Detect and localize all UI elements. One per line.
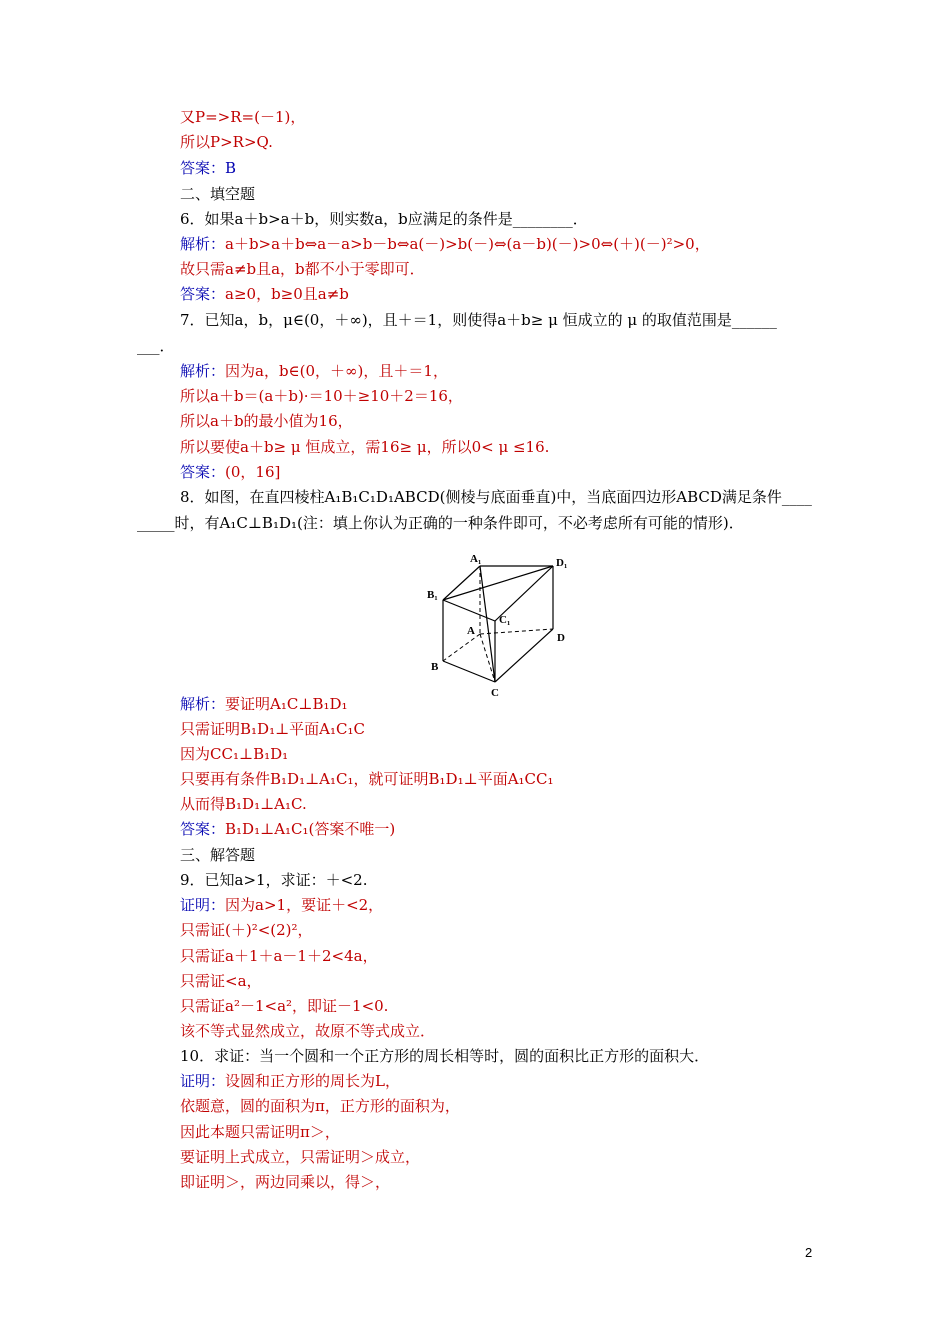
text-line: 答案：B [180, 159, 237, 177]
page-number: 2 [805, 1245, 813, 1260]
text-line: 解析：a＋b>a＋b⇔a－a>b－b⇔a(－)>b(－)⇔(a－b)(－)>0⇔(＋)(－)²>0， [180, 235, 710, 253]
label-b: B [431, 661, 439, 673]
text-line: 证明：设圆和正方形的周长为L， [180, 1072, 400, 1090]
text-line: 从而得B₁D₁⊥A₁C. [180, 795, 307, 813]
edge-b-c [443, 661, 495, 682]
text-line: 只需证a＋1＋a－1＋2<4a， [180, 947, 378, 965]
text-line: 解析：因为a，b∈(0，＋∞)，且＋＝1， [180, 362, 448, 380]
text-line: 只需证(＋)²<(2)²， [180, 921, 313, 939]
text-line: 因此本题只需证明π＞， [180, 1123, 340, 1141]
text-line: 6．如果a＋b>a＋b，则实数a，b应满足的条件是________． [180, 210, 588, 228]
answer-lead: 证明： [180, 1072, 226, 1090]
label-d1: D₁ [556, 557, 568, 569]
text-line: 即证明＞，两边同乘以，得＞， [180, 1173, 391, 1191]
text-line: 所以a＋b的最小值为16， [180, 412, 353, 430]
label-c: C [491, 687, 499, 699]
text-line: 解析：要证明A₁C⊥B₁D₁ [180, 695, 348, 713]
text-line: 该不等式显然成立，故原不等式成立． [180, 1022, 436, 1040]
text-line: 所以P>R>Q. [180, 133, 273, 151]
text-line: 9．已知a>1，求证：＋<2. [180, 871, 368, 889]
text-line: 故只需a≠b且a，b都不小于零即可． [180, 260, 425, 278]
answer-lead: 答案： [180, 820, 226, 838]
text-line: ___． [137, 337, 175, 355]
text-line: 答案：B₁D₁⊥A₁C₁(答案不唯一) [180, 820, 396, 838]
text-line: 要证明上式成立，只需证明＞成立， [180, 1148, 421, 1166]
answer-lead: 答案： [180, 463, 226, 481]
label-a1: A₁ [470, 553, 482, 565]
edge-c1-d1 [495, 566, 553, 621]
text-line: 因为CC₁⊥B₁D₁ [180, 745, 289, 763]
diag-a-c [480, 634, 495, 682]
answer-lead: 证明： [180, 896, 226, 914]
text-line: 三、解答题 [180, 846, 256, 864]
text-line: 只需证<a， [180, 972, 262, 990]
text-line: 又P=>R=(－1)， [180, 108, 306, 126]
edge-a-d [480, 629, 553, 634]
text-line: 答案：(0，16] [180, 463, 281, 481]
label-b1: B₁ [427, 589, 438, 601]
answer-lead: 解析： [180, 362, 226, 380]
text-line: 依题意，圆的面积为π，正方形的面积为， [180, 1097, 460, 1115]
text-line: 10．求证：当一个圆和一个正方形的周长相等时，圆的面积比正方形的面积大． [180, 1047, 710, 1065]
edge-b1-d1 [443, 566, 553, 600]
text-line: _____时，有A₁C⊥B₁D₁(注：填上你认为正确的一种条件即可，不必考虑所有可能的情形)． [137, 514, 744, 532]
answer-lead: 解析： [180, 695, 226, 713]
edge-c-d [495, 629, 553, 682]
answer-lead: 解析： [180, 235, 226, 253]
text-line: 所以要使a＋b≥ μ 恒成立，需16≥ μ，所以0< μ ≤16. [180, 438, 550, 456]
edge-a-b [443, 634, 480, 661]
text-line: 只需证a²－1<a²，即证－1<0. [180, 997, 389, 1015]
text-line: 证明：因为a>1，要证＋<2， [180, 896, 384, 914]
prism-figure [423, 550, 583, 700]
label-c1: C₁ [499, 614, 511, 626]
answer-lead: 答案： [180, 285, 226, 303]
label-d: D [557, 632, 565, 644]
text-line: 8．如图，在直四棱柱A₁B₁C₁D₁ABCD(侧棱与底面垂直)中，当底面四边形ABCD满足条件____ [180, 488, 812, 506]
text-line: 只需证明B₁D₁⊥平面A₁C₁C [180, 720, 365, 738]
text-line: 二、填空题 [180, 185, 256, 203]
text-line: 所以a＋b＝(a＋b)·＝10＋≥10＋2＝16， [180, 387, 463, 405]
text-line: 只要再有条件B₁D₁⊥A₁C₁，就可证明B₁D₁⊥平面A₁CC₁ [180, 770, 554, 788]
diag-a1-c [480, 566, 495, 682]
text-line: 7．已知a，b，μ∈(0，＋∞)，且＋＝1，则使得a＋b≥ μ 恒成立的 μ 的取值范围是______ [180, 311, 777, 329]
label-a: A [467, 625, 475, 637]
text-line: 答案：a≥0，b≥0且a≠b [180, 285, 349, 303]
